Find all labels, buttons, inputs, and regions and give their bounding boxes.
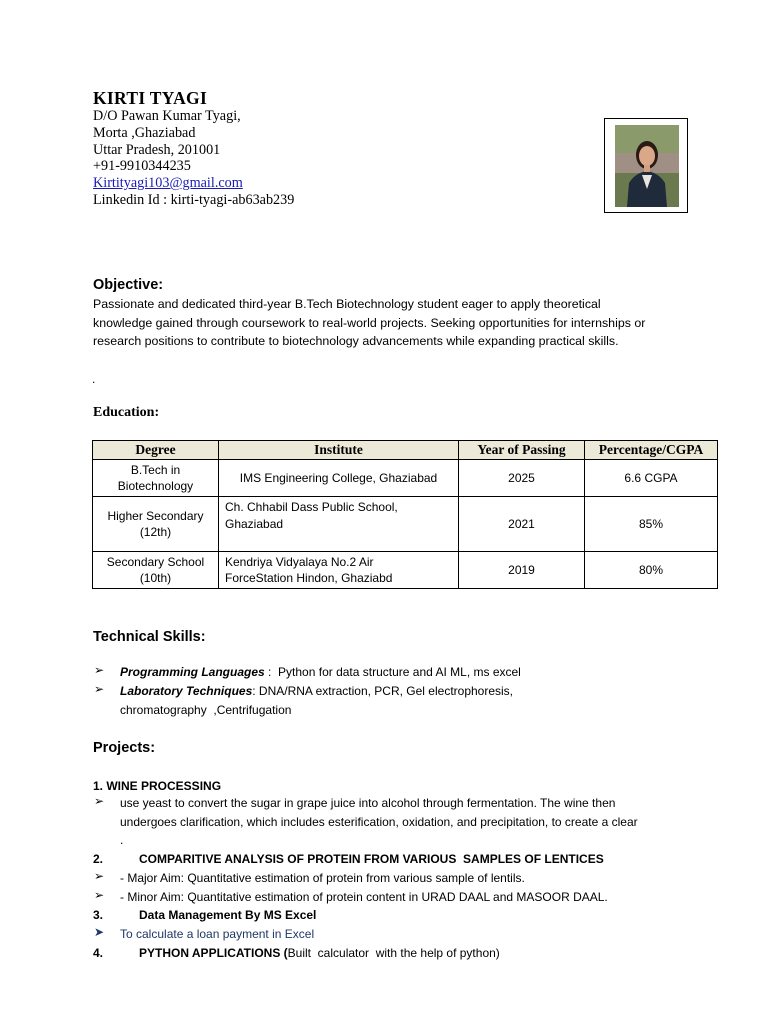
institute-cell: [219, 460, 459, 497]
arrow-bullet-icon: ➢: [94, 682, 105, 696]
year-cell: 2021: [459, 497, 585, 552]
column-header: Institute: [219, 441, 459, 460]
project-title: 1. WINE PROCESSING: [93, 779, 222, 793]
objective-line: knowledge gained through coursework to real-world projects. Seeking opportunities for internships or: [93, 315, 646, 330]
objective-heading: Objective:: [93, 277, 164, 293]
skill-item: [120, 663, 521, 682]
score-cell: 85%: [585, 497, 718, 552]
year-cell: 2019: [459, 552, 585, 589]
project-line: undergoes clarification, which includes esterification, oxidation, and precipitation, to create a clear: [120, 815, 638, 829]
project-line: use yeast to convert the sugar in grape juice into alcohol through fermentation. The wine then: [120, 796, 616, 810]
skill-text: Python for data structure and AI ML, ms excel: [278, 665, 521, 679]
project-number: 3.: [93, 908, 104, 922]
arrow-bullet-icon: ➢: [94, 869, 105, 883]
skill-separator: :: [264, 665, 279, 679]
project-number: 2.: [93, 852, 104, 866]
cell-line: IMS Engineering College, Ghaziabad: [239, 470, 438, 485]
score-cell: 80%: [585, 552, 718, 589]
address-line: Morta ,Ghaziabad: [93, 124, 196, 141]
education-heading: Education:: [93, 405, 160, 420]
project-title: [139, 944, 500, 963]
cell-line: Kendriya Vidyalaya No.2 Air: [225, 554, 374, 569]
skill-text: DNA/RNA extraction, PCR, Gel electrophoresis,: [258, 684, 514, 698]
project-number: 4.: [93, 946, 104, 960]
cell-line: (10th): [139, 571, 172, 585]
institute-cell: [219, 552, 459, 589]
cell-line: (12th): [139, 525, 172, 539]
cell-line: Secondary School: [106, 554, 205, 569]
column-header: Year of Passing: [459, 441, 585, 460]
objective-line: research positions to contribute to biotechnology advancements while expanding practical skills.: [93, 334, 619, 348]
cell-line: B.Tech in: [130, 462, 181, 477]
skill-label: Programming Languages: [120, 665, 265, 679]
objective-text: [93, 295, 713, 351]
address-line: D/O Pawan Kumar Tyagi,: [93, 108, 241, 124]
address-line: Uttar Pradesh, 201001: [93, 141, 221, 158]
arrow-bullet-icon: ➢: [94, 888, 105, 902]
institute-cell: [219, 497, 459, 552]
project-line: To calculate a loan payment in Excel: [120, 927, 315, 941]
cell-line: Ghaziabad: [225, 516, 284, 531]
degree-cell: [93, 497, 219, 552]
cell-line: Biotechnology: [117, 479, 194, 493]
degree-cell: [93, 552, 219, 589]
skill-text-continued: chromatography ,Centrifugation: [120, 703, 292, 717]
score-cell: 6.6 CGPA: [585, 460, 718, 497]
skills-heading: Technical Skills:: [93, 629, 206, 645]
cell-line: Ch. Chhabil Dass Public School,: [225, 500, 398, 514]
arrow-bullet-icon: ➤: [94, 925, 105, 939]
candidate-name: KIRTI TYAGI: [93, 88, 208, 108]
project-title: COMPARITIVE ANALYSIS OF PROTEIN FROM VARIOUS SAMPLES OF LENTICES: [139, 852, 604, 866]
table-row: [93, 552, 718, 589]
cell-line: ForceStation Hindon, Ghaziabd: [225, 571, 393, 585]
column-header: Percentage/CGPA: [585, 441, 718, 460]
profile-photo: [615, 125, 679, 207]
email-line: [93, 175, 573, 192]
degree-cell: [93, 460, 219, 497]
arrow-bullet-icon: ➢: [94, 794, 105, 808]
cell-line: Higher Secondary: [107, 508, 204, 523]
skill-label: Laboratory Techniques: [120, 684, 253, 698]
linkedin-line: Linkedin Id : kirti-tyagi-ab63ab239: [93, 191, 295, 208]
project-line: .: [120, 833, 124, 847]
skill-separator: :: [252, 684, 259, 698]
stray-dot: .: [92, 372, 96, 386]
project-line: - Minor Aim: Quantitative estimation of protein content in URAD DAAL and MASOOR DAAL.: [120, 890, 608, 904]
email-link[interactable]: Kirtityagi103@gmail.com: [93, 175, 243, 192]
phone-number: +91-9910344235: [93, 158, 191, 175]
table-row: [93, 497, 718, 552]
project-title-rest: Built calculator with the help of python): [287, 946, 500, 960]
project-title-bold: PYTHON APPLICATIONS (: [139, 946, 288, 960]
arrow-bullet-icon: ➢: [94, 663, 105, 677]
year-cell: 2025: [459, 460, 585, 497]
project-title: Data Management By MS Excel: [139, 908, 317, 922]
profile-photo-frame: [604, 118, 688, 213]
projects-heading: Projects:: [93, 740, 156, 756]
skill-item: [120, 682, 513, 701]
column-header: Degree: [93, 441, 219, 460]
objective-line: Passionate and dedicated third-year B.Tech Biotechnology student eager to apply theoretical: [93, 297, 601, 311]
table-row: [93, 460, 718, 497]
table-header-row: [93, 441, 718, 460]
education-table: [92, 440, 718, 589]
project-line: - Major Aim: Quantitative estimation of protein from various sample of lentils.: [120, 871, 525, 885]
contact-header: [93, 88, 573, 209]
